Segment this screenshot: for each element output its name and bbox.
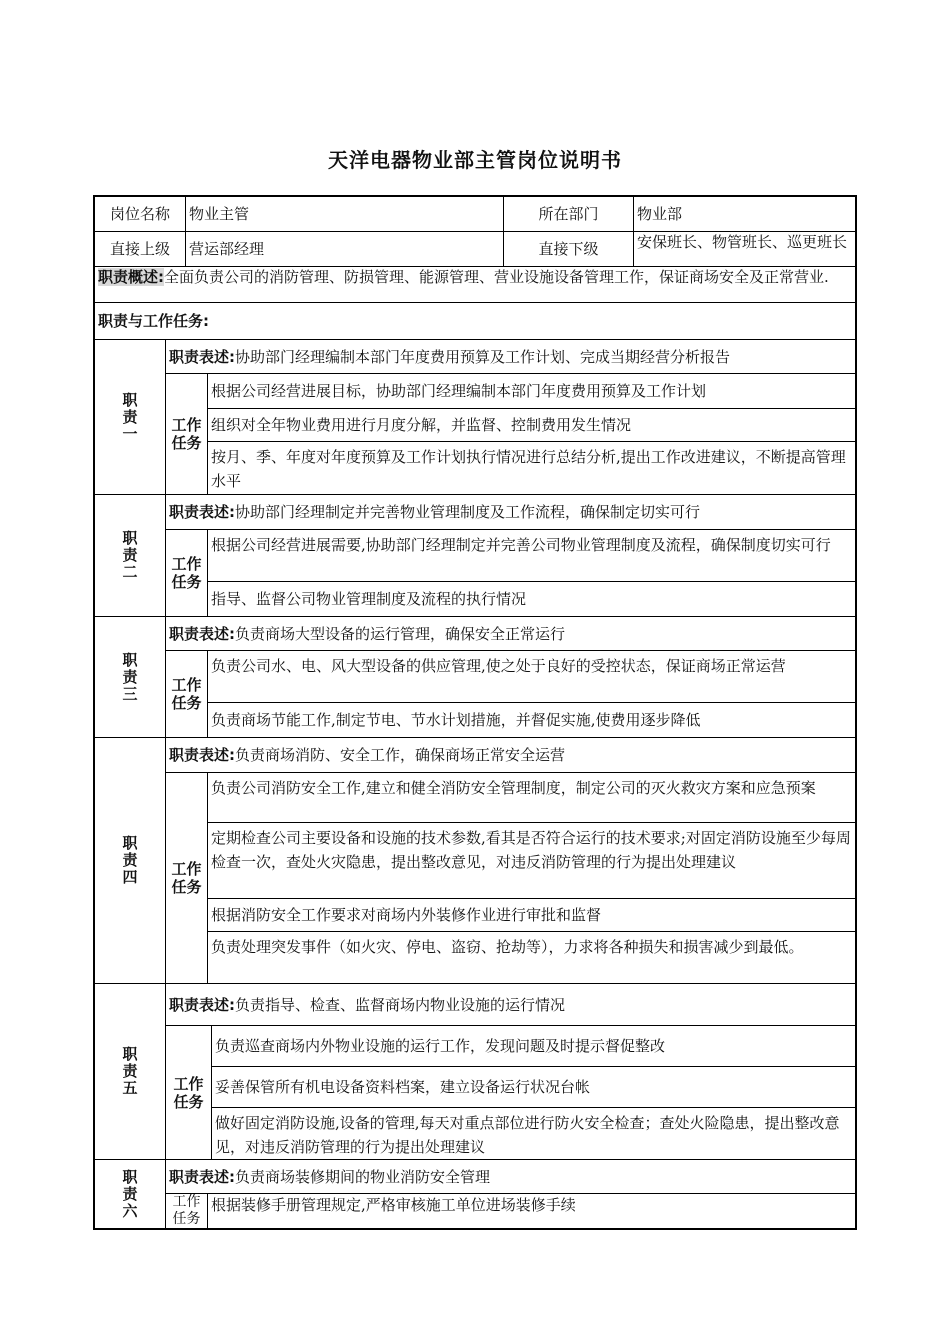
page-title: 天洋电器物业部主管岗位说明书: [328, 148, 622, 172]
duty-2-label-cell: [95, 495, 166, 617]
statement-label: 职责表述:: [169, 624, 235, 643]
duty-4-task-2: 定期检查公司主要设备和设施的技术参数,看其是否符合运行的技术要求;对固定消防设施至少每周检查一次，查处火灾隐患，提出整改意见，对违反消防管理的行为提出处理建议: [208, 823, 855, 899]
duty-4-statement: [166, 738, 855, 773]
task-label: 工作任务: [173, 1074, 204, 1111]
superior-value: 营运部经理: [186, 232, 504, 267]
summary-label: 职责概述:: [98, 268, 164, 286]
duty-5-task-3: 做好固定消防设施,设备的管理,每天对重点部位进行防火安全检查；查处火险隐患，提出整改意见，对违反消防管理的行为提出处理建议: [212, 1108, 855, 1160]
position-name-label: 岗位名称: [95, 197, 186, 232]
duty-5-statement: [166, 984, 855, 1026]
task-label: 工作任务: [171, 860, 202, 896]
duty-1-label: 职责一: [122, 390, 138, 443]
duty-4-label-cell: [95, 738, 166, 984]
tasks-heading: 职责与工作任务:: [95, 303, 855, 340]
duty-6-statement: [166, 1160, 855, 1194]
department-value: 物业部: [634, 197, 855, 232]
summary-row: [95, 267, 855, 303]
duty-3-task-label-cell: [166, 651, 208, 738]
position-name-value: 物业主管: [186, 197, 504, 232]
duty-1-task-3: 按月、季、年度对年度预算及工作计划执行情况进行总结分析,提出工作改进建议，不断提高管理水平: [208, 442, 855, 495]
task-label: 工作任务: [171, 555, 202, 591]
duty-5-task-label-cell: [166, 1026, 212, 1160]
duty-1-label-cell: [95, 340, 166, 495]
duty-4-task-3: 根据消防安全工作要求对商场内外装修作业进行审批和监督: [208, 899, 855, 932]
duty-5-label-cell: [95, 984, 166, 1160]
statement-label: 职责表述:: [169, 746, 235, 764]
statement-label: 职责表述:: [169, 995, 235, 1014]
duty-2-task-label-cell: [166, 530, 208, 617]
duty-6-label-cell: [95, 1160, 166, 1228]
task-label: 工作任务: [172, 1194, 201, 1227]
duty-4-task-1: 负责公司消防安全工作,建立和健全消防安全管理制度，制定公司的灭火救灾方案和应急预案: [208, 773, 855, 823]
statement-label: 职责表述:: [169, 1167, 235, 1186]
duty-1-task-1: 根据公司经营进展目标，协助部门经理编制本部门年度费用预算及工作计划: [208, 374, 855, 409]
task-label: 工作任务: [171, 416, 202, 452]
duty-4-statement-text: 负责商场消防、安全工作，确保商场正常安全运营: [235, 746, 566, 764]
duty-6-task-label-cell: [166, 1194, 208, 1228]
duty-5-statement-text: 负责指导、检查、监督商场内物业设施的运行情况: [235, 995, 566, 1014]
statement-label: 职责表述:: [169, 503, 235, 521]
duty-1-statement-text: 协助部门经理编制本部门年度费用预算及工作计划、完成当期经营分析报告: [235, 347, 731, 366]
duty-5-label: 职责五: [122, 1045, 138, 1097]
duty-1-statement: [166, 340, 855, 374]
duty-3-statement-text: 负责商场大型设备的运行管理，确保安全正常运行: [235, 624, 566, 643]
duty-4-task-label-cell: [166, 773, 208, 984]
duty-3-label: 职责三: [122, 650, 138, 703]
duty-5-task-1: 负责巡查商场内外物业设施的运行工作，发现问题及时提示督促整改: [212, 1026, 855, 1067]
subordinate-value: 安保班长、物管班长、巡更班长: [634, 232, 855, 267]
duty-2-statement-text: 协助部门经理制定并完善物业管理制度及工作流程，确保制定切实可行: [235, 503, 701, 521]
duty-3-task-2: 负责商场节能工作,制定节电、节水计划措施，并督促实施,使费用逐步降低: [208, 703, 855, 738]
task-label: 工作任务: [171, 676, 202, 712]
duty-6-task-1: 根据装修手册管理规定,严格审核施工单位进场装修手续: [211, 1196, 576, 1214]
summary-text: 全面负责公司的消防管理、防损管理、能源管理、营业设施设备管理工作，保证商场安全及正常营业.: [164, 268, 829, 286]
duty-3-statement: [166, 617, 855, 651]
duty-2-task-2: 指导、监督公司物业管理制度及流程的执行情况: [208, 582, 855, 617]
duty-4-label: 职责四: [122, 834, 138, 886]
duty-4-task-4: 负责处理突发事件（如火灾、停电、盗窃、抢劫等），力求将各种损失和损害减少到最低。: [208, 932, 855, 984]
duty-5-task-2: 妥善保管所有机电设备资料档案，建立设备运行状况台帐: [212, 1067, 855, 1108]
duty-6-label: 职责六: [122, 1167, 138, 1220]
duty-3-label-cell: [95, 617, 166, 738]
duty-6-statement-text: 负责商场装修期间的物业消防安全管理: [235, 1167, 491, 1186]
duty-3-task-1: 负责公司水、电、风大型设备的供应管理,使之处于良好的受控状态，保证商场正常运营: [208, 651, 855, 703]
statement-label: 职责表述:: [169, 347, 235, 366]
duty-2-statement: [166, 495, 855, 530]
duty-2-label: 职责二: [122, 529, 138, 581]
duty-1-task-label-cell: [166, 374, 208, 495]
duty-1-task-2: 组织对全年物业费用进行月度分解，并监督、控制费用发生情况: [208, 409, 855, 442]
department-label: 所在部门: [504, 197, 634, 232]
subordinate-label: 直接下级: [504, 232, 634, 267]
job-description-table: [93, 195, 857, 1230]
duty-2-task-1: 根据公司经营进展需要,协助部门经理制定并完善公司物业管理制度及流程，确保制度切实可行: [208, 530, 855, 582]
superior-label: 直接上级: [95, 232, 186, 267]
